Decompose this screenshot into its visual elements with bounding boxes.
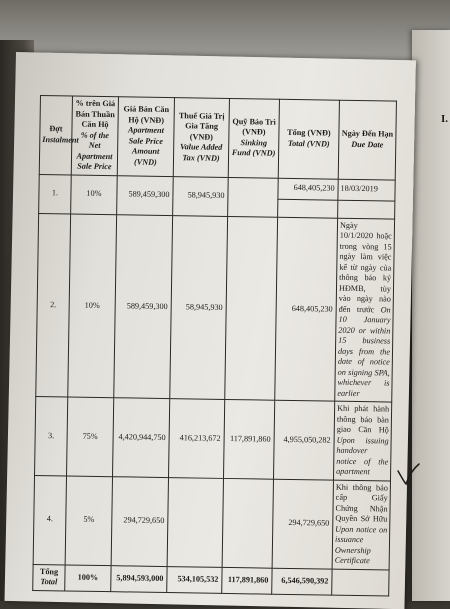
signature-mark — [396, 462, 422, 488]
cell-percent: 100% — [65, 564, 111, 591]
table-row — [33, 475, 390, 570]
cell-due-date — [332, 480, 390, 570]
payment-schedule-table — [32, 95, 397, 596]
cell-total: 294,729,650 — [272, 479, 333, 569]
cell-fund: 117,891,860 — [222, 567, 272, 594]
cell-fund — [228, 177, 279, 217]
cell-total — [278, 199, 338, 218]
cell-total: 6,546,590,392 — [272, 568, 332, 595]
cell-no: 4. — [33, 475, 66, 564]
cell-total: 648,405,230 — [278, 178, 338, 200]
cell-price: 294,729,650 — [111, 476, 168, 566]
due-text-vi: Khi phát hành thông báo bàn giao Căn Hộ — [336, 403, 390, 435]
cell-due-date — [338, 200, 395, 219]
header-sinking-fund: Quỹ Bảo Trì (VNĐ) Sinking Fund (VND) — [228, 98, 279, 177]
cell-price: 589,459,300 — [114, 214, 173, 398]
cell-due-date: 18/03/2019 — [338, 179, 395, 201]
cell-vat: 58,945,930 — [170, 215, 228, 399]
cell-price: 4,420,944,750 — [113, 398, 170, 477]
cell-total: 648,405,230 — [275, 217, 338, 401]
cell-price: 589,459,300 — [117, 175, 174, 215]
cell-percent: 10% — [68, 213, 117, 397]
table-header-row — [39, 96, 396, 180]
header-due-date: Ngày Đến Hạn Due Date — [338, 100, 396, 179]
due-text-vi: Khi thông báo cấp Giấy Chứng Nhận Quyền Sở Hữu — [335, 482, 388, 524]
cell-no: 1. — [39, 174, 72, 213]
cell-fund — [222, 478, 273, 568]
cell-vat — [167, 477, 223, 567]
cell-vat: 58,945,930 — [173, 176, 229, 216]
cell-percent: 75% — [67, 397, 114, 476]
table-total-row — [33, 564, 389, 596]
cell-fund — [225, 216, 278, 400]
cell-due-date — [333, 401, 391, 480]
cell-vat: 416,213,672 — [169, 399, 225, 478]
table-row — [36, 213, 395, 402]
header-vat: Thuế Giá Trị Gia Tăng (VNĐ) Value Added Tax (VND) — [173, 98, 229, 177]
cell-total-label: Tổng Total — [33, 564, 65, 590]
cell-no: 3. — [35, 396, 68, 475]
due-text-en: Upon notice on issuance Ownership Certificate — [334, 524, 388, 566]
header-total: Tổng (VNĐ) Total (VND) — [278, 99, 339, 178]
table-row — [35, 396, 392, 480]
cell-percent: 10% — [71, 175, 118, 215]
cell-due-date — [335, 218, 395, 402]
adjacent-page-marker: I. — [441, 113, 449, 125]
cell-price: 5,894,593,000 — [111, 565, 167, 592]
cell-total: 4,955,050,282 — [274, 400, 335, 479]
cell-vat: 534,105,532 — [167, 566, 222, 593]
due-text-vi: Ngày 10/1/2020 hoặc trong vòng 15 ngày làm việc kể từ ngày của thông báo ký HĐMB, tùy vào ngày nào đến trước — [338, 220, 392, 314]
header-percent: % trên Giá Bán Thuần Căn Hộ % of the Net Apartment Sale Price — [71, 96, 118, 175]
cell-fund: 117,891,860 — [224, 399, 275, 478]
due-text-en: On 10 January 2020 or within 15 business days from the date of notice on signing SPA, whichever is earlier — [337, 304, 391, 398]
due-text-en: Upon issuing handover notice of the apartment — [336, 435, 389, 477]
cell-due-date — [332, 569, 389, 596]
header-instalment: Đợt Instalment — [39, 96, 72, 175]
cell-no: 2. — [36, 213, 71, 397]
table-row — [39, 174, 395, 201]
header-sale-price: Giá Bán Căn Hộ (VNĐ) Apartment Sale Price Amount (VND) — [117, 97, 174, 176]
cell-percent: 5% — [65, 475, 112, 565]
